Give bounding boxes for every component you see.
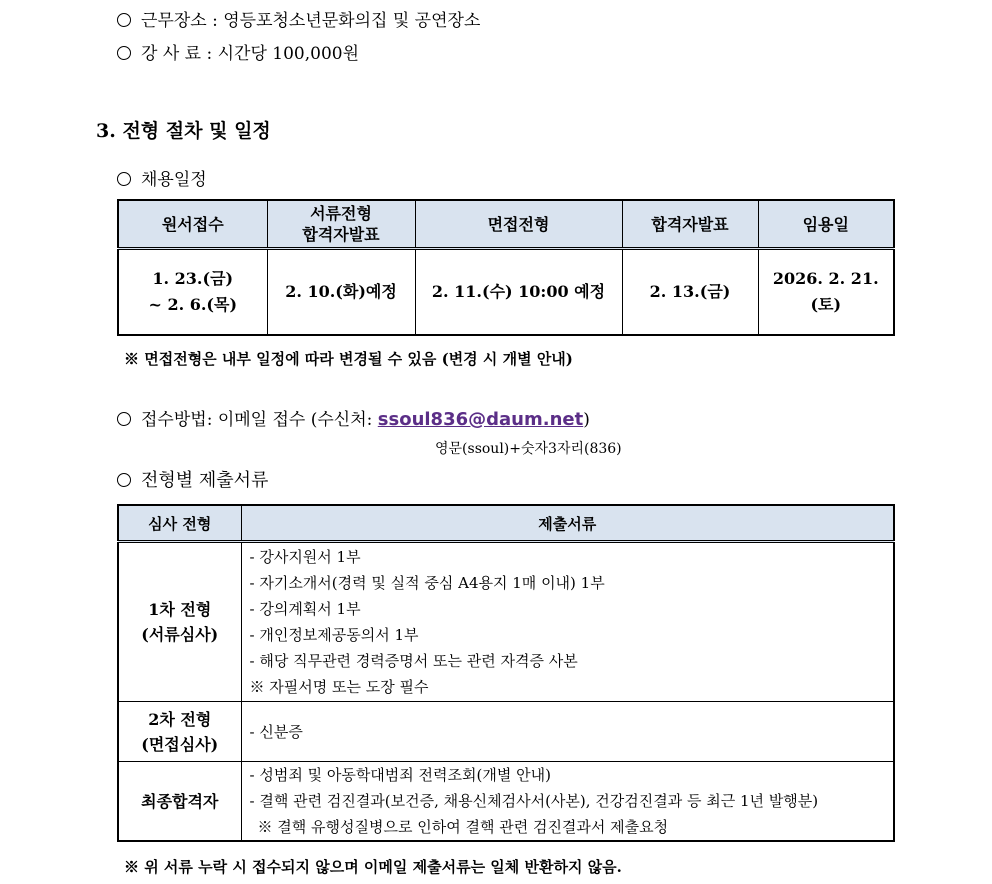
circle-bullet-icon bbox=[117, 412, 131, 426]
schedule-title-line bbox=[117, 165, 207, 190]
email-hint: 영문(ssoul)+숫자3자리(836) bbox=[435, 441, 622, 457]
section-3-title: 3. 전형 절차 및 일정 bbox=[96, 120, 271, 142]
docs-table bbox=[117, 504, 895, 842]
documents-final bbox=[241, 762, 894, 842]
cell-appointment: 2026. 2. 21.(토) bbox=[758, 249, 894, 336]
cell-application-line1: 1. 23.(금) bbox=[152, 269, 234, 288]
cell-interview: 2. 11.(수) 10:00 예정 bbox=[415, 249, 622, 336]
list-item: - 개인정보제공동의서 1부 bbox=[249, 626, 419, 644]
review-type-final: 최종합격자 bbox=[118, 762, 241, 842]
list-item: - 결핵 관련 검진결과(보건증, 채용신체검사서(사본), 건강검진결과 등 최근 1년 발행분) bbox=[249, 792, 819, 810]
header-review-type: 심사 전형 bbox=[118, 505, 241, 542]
header-document-result bbox=[267, 200, 415, 249]
review-type-2 bbox=[118, 702, 241, 762]
header-final-result: 합격자발표 bbox=[622, 200, 758, 249]
header-appointment: 임용일 bbox=[758, 200, 894, 249]
documents-2 bbox=[241, 702, 894, 762]
docs-title-line bbox=[117, 466, 268, 492]
documents-1 bbox=[241, 542, 894, 702]
review-type-2-line2: (면접심사) bbox=[141, 734, 219, 754]
header-documents: 제출서류 bbox=[241, 505, 894, 542]
cell-application bbox=[118, 249, 267, 336]
table-row bbox=[118, 762, 894, 842]
header-document-result-line2: 합격자발표 bbox=[302, 225, 380, 244]
cell-document-result: 2. 10.(화)예정 bbox=[267, 249, 415, 336]
fee-text: 강 사 료 : 시간당 100,000원 bbox=[141, 44, 359, 64]
schedule-table bbox=[117, 199, 895, 336]
list-item: - 자기소개서(경력 및 실적 중심 A4용지 1매 이내) 1부 bbox=[249, 574, 605, 592]
circle-bullet-icon bbox=[117, 172, 131, 186]
cell-final-result: 2. 13.(금) bbox=[622, 249, 758, 336]
docs-note: ※ 위 서류 누락 시 접수되지 않으며 이메일 제출서류는 일체 반환하지 않음. bbox=[124, 858, 622, 876]
table-row bbox=[118, 542, 894, 702]
list-item: - 해당 직무관련 경력증명서 또는 관련 자격증 사본 bbox=[249, 652, 578, 670]
circle-bullet-icon bbox=[117, 473, 131, 487]
apply-line bbox=[117, 405, 590, 430]
list-item: - 신분증 bbox=[249, 722, 303, 741]
list-item: - 강의계획서 1부 bbox=[249, 600, 361, 618]
apply-prefix: 접수방법: 이메일 접수 (수신처: bbox=[141, 410, 378, 430]
email-link[interactable]: ssoul836@daum.net bbox=[377, 409, 584, 430]
list-item: ※ 결핵 유행성질병으로 인하여 결핵 관련 검진결과서 제출요청 bbox=[257, 818, 669, 836]
table-row bbox=[118, 702, 894, 762]
list-item: ※ 자필서명 또는 도장 필수 bbox=[249, 678, 429, 696]
work-place-line bbox=[117, 6, 480, 31]
schedule-note: ※ 면접전형은 내부 일정에 따라 변경될 수 있음 (변경 시 개별 안내) bbox=[124, 350, 573, 368]
docs-title: 전형별 제출서류 bbox=[141, 470, 269, 491]
cell-application-line2: ~ 2. 6.(목) bbox=[148, 295, 238, 314]
circle-bullet-icon bbox=[117, 13, 131, 27]
list-item: - 강사지원서 1부 bbox=[249, 548, 361, 566]
fee-line bbox=[117, 39, 359, 64]
review-type-1 bbox=[118, 542, 241, 702]
review-type-2-line1: 2차 전형 bbox=[148, 709, 212, 729]
list-item: - 성범죄 및 아동학대범죄 전력조회(개별 안내) bbox=[249, 766, 551, 784]
apply-suffix: ) bbox=[583, 410, 590, 430]
work-place-text: 근무장소 : 영등포청소년문화의집 및 공연장소 bbox=[141, 11, 481, 31]
review-type-1-line1: 1차 전형 bbox=[148, 600, 212, 619]
header-application: 원서접수 bbox=[118, 200, 267, 249]
header-interview: 면접전형 bbox=[415, 200, 622, 249]
header-document-result-line1: 서류전형 bbox=[310, 204, 372, 223]
schedule-title: 채용일정 bbox=[141, 170, 207, 190]
circle-bullet-icon bbox=[117, 46, 131, 60]
review-type-1-line2: (서류심사) bbox=[141, 625, 219, 644]
